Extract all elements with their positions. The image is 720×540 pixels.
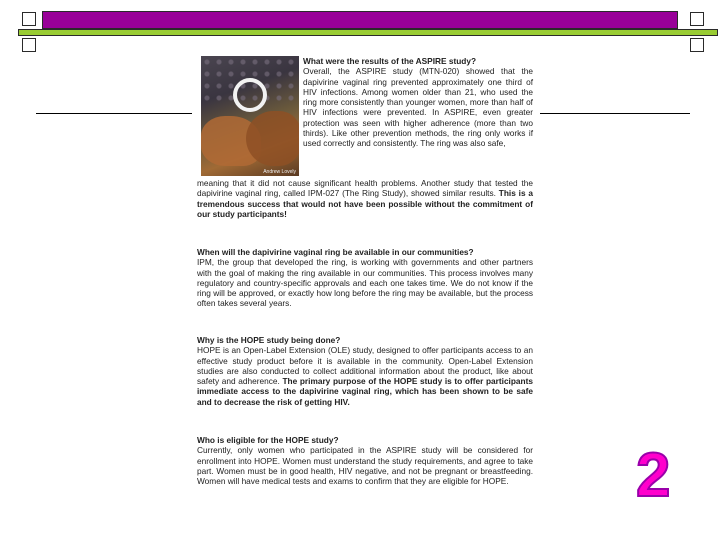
document-image <box>195 52 535 514</box>
text-availability: IPM, the group that developed the ring, is working with governments and other partners with the goal of making the ring available in our communities. This process involves many regulatory and country-specific approvals and each one takes time. We do not know if the ring will be approved, or exactly how long before the ring may be available, but the process often takes several years. <box>197 257 533 309</box>
corner-square-top-right <box>690 12 704 26</box>
photo-credit: Andrew Lovely <box>263 169 296 175</box>
slide-number: 2 <box>636 441 671 510</box>
text-why-hope: HOPE is an Open-Label Extension (OLE) study, designed to offer participants access to an effective study product before it is available in the community. Open-Label Extension studies are also conducted to collect additional information about the product, like about safety and adherence. <box>197 345 533 387</box>
section-why-hope <box>197 335 533 407</box>
corner-square-left <box>22 38 36 52</box>
heading-results: What were the results of the ASPIRE study? <box>303 56 477 66</box>
section-eligibility <box>197 435 533 486</box>
accent-bar <box>18 29 718 36</box>
top-title-bar <box>42 11 678 29</box>
section-availability <box>197 247 533 309</box>
corner-square-right <box>690 38 704 52</box>
photo-hand-right <box>246 111 299 166</box>
divider-line-left <box>36 113 192 114</box>
section-results-top <box>303 56 533 149</box>
section-results-bottom <box>197 178 533 219</box>
text-eligibility: Currently, only women who participated in the ASPIRE study will be considered for enrollment into HOPE. Women must understand the study requirements, and agree to take part. Women must be in good health, HIV negative, and not be pregnant or breastfeeding. Women will have medical tests and exams to confirm that they are eligible for HOPE. <box>197 445 533 487</box>
heading-eligibility: Who is eligible for the HOPE study? <box>197 435 339 445</box>
corner-square-top-left <box>22 12 36 26</box>
heading-why-hope: Why is the HOPE study being done? <box>197 335 341 345</box>
text-results-bottom: meaning that it did not cause significant health problems. Another study that tested the dapivirine vaginal ring, called IPM-027 (The Ring Study), showed similar results. <box>197 178 533 199</box>
text-results-bold: This is a tremendous success that would not have been possible without the commitment of our study participants! <box>197 188 534 219</box>
divider-line-right <box>540 113 690 114</box>
ring-photo <box>201 56 299 176</box>
text-why-hope-bold: The primary purpose of the HOPE study is to offer participants immediate access to the dapivirine vaginal ring, which has been shown to be safe and to decrease the risk of getting HIV. <box>197 376 533 407</box>
text-results-top: Overall, the ASPIRE study (MTN-020) showed that the dapivirine vaginal ring prevented approximately one third of HIV infections. Among women older than 21, who used the ring more consistently than younger women, more than half of HIV infections were prevented. In ASPIRE, even greater protection was seen with higher adherence (more than two thirds). Like other prevention methods, the ring only works if used correctly and consistently. The ring was also safe, <box>303 66 533 149</box>
vaginal-ring-icon <box>233 78 267 112</box>
heading-availability: When will the dapivirine vaginal ring be available in our communities? <box>197 247 474 257</box>
